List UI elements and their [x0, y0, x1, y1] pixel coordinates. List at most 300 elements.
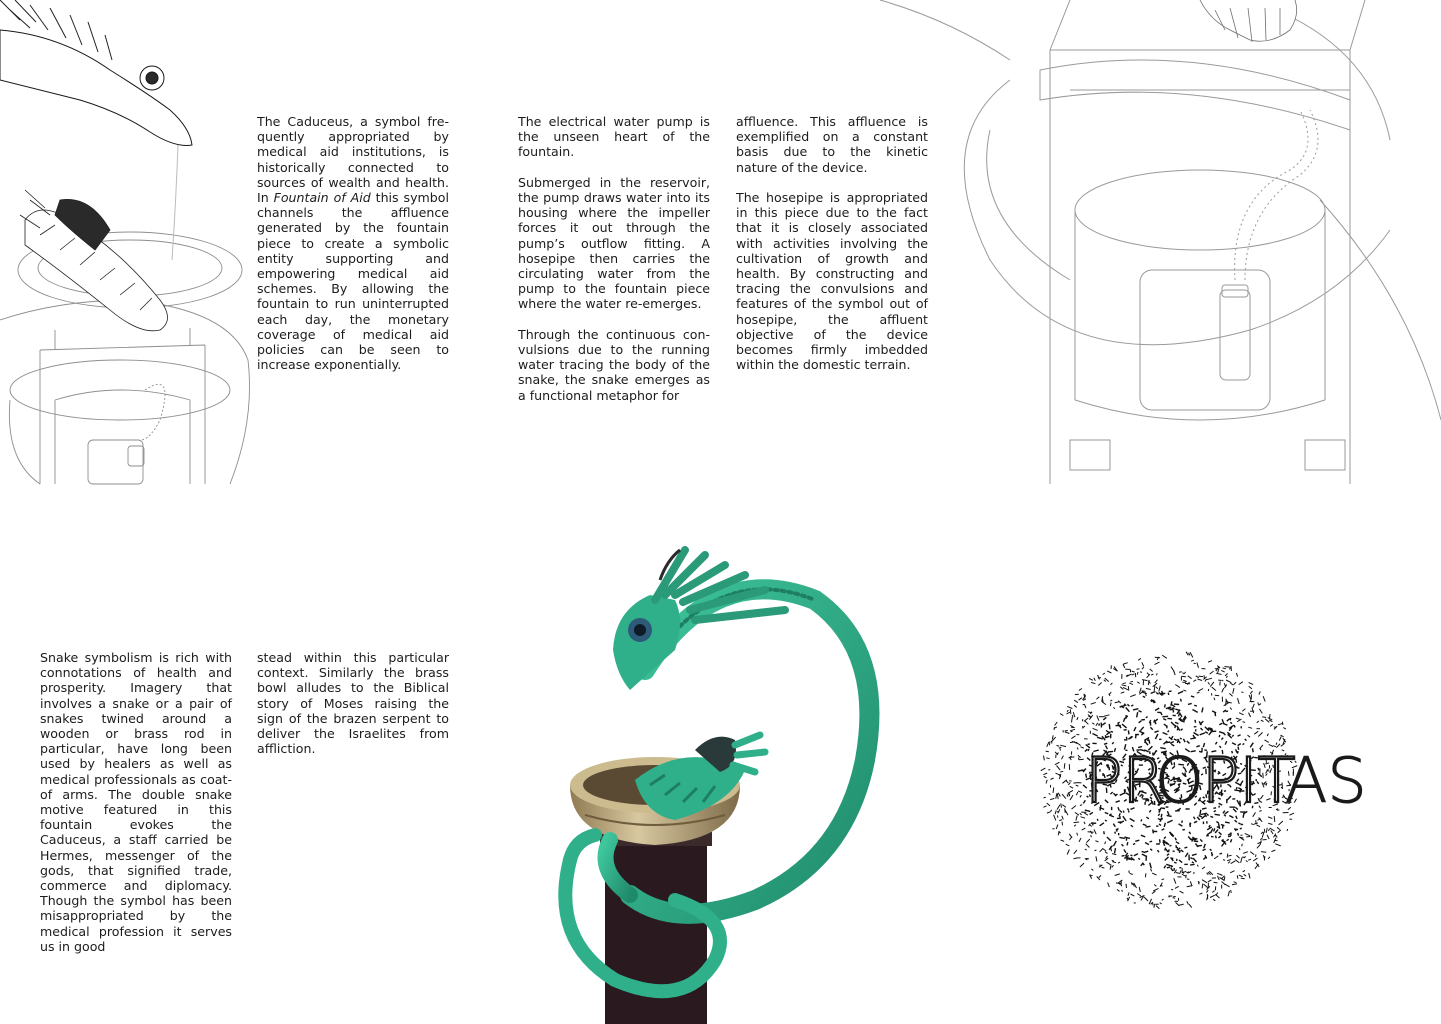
particle-dash — [1214, 882, 1218, 883]
particle-dash — [1060, 745, 1066, 746]
particle-dash — [1202, 708, 1203, 713]
particle-dash — [1154, 885, 1156, 887]
particle-dash — [1062, 822, 1063, 826]
particle-dash — [1147, 673, 1149, 675]
particle-dash — [1264, 829, 1265, 833]
particle-dash — [1131, 855, 1133, 856]
particle-dash — [1065, 808, 1066, 813]
particle-dash — [1076, 816, 1077, 821]
particle-dash — [1124, 718, 1125, 721]
particle-dash — [1198, 689, 1203, 692]
particle-dash — [1116, 829, 1119, 830]
particle-dash — [1239, 848, 1240, 850]
particle-dash — [1271, 850, 1275, 852]
particle-dash — [1160, 903, 1162, 904]
particle-dash — [1174, 878, 1176, 883]
particle-dash — [1226, 702, 1232, 703]
particle-dash — [1189, 653, 1191, 656]
particle-dash — [1093, 728, 1098, 730]
particle-dash — [1226, 711, 1228, 712]
particle-dash — [1112, 860, 1114, 861]
particle-dash — [1166, 742, 1170, 743]
particle-dash — [1236, 855, 1239, 858]
particle-dash — [1192, 862, 1194, 863]
particle-dash — [1058, 793, 1060, 797]
particle-dash — [1098, 675, 1100, 679]
particle-dash — [1169, 849, 1170, 852]
particle-dash — [1199, 893, 1202, 894]
particle-dash — [1200, 733, 1205, 735]
particle-dash — [1222, 688, 1224, 692]
particle-dash — [1117, 890, 1120, 892]
particle-dash — [1057, 805, 1060, 810]
particle-dash — [1208, 728, 1211, 729]
particle-dash — [1237, 875, 1238, 878]
particle-dash — [1102, 867, 1105, 868]
particle-dash — [1055, 722, 1058, 726]
particle-dash — [1238, 698, 1240, 704]
particle-dash — [1251, 824, 1254, 825]
particle-dash — [1062, 805, 1065, 808]
particle-dash — [1171, 736, 1173, 739]
particle-dash — [1155, 657, 1160, 658]
artwork-title-italic: Fountain of Aid — [273, 190, 371, 206]
particle-dash — [1219, 732, 1224, 734]
particle-dash — [1219, 735, 1220, 737]
snake-coil-in-bowl-icon — [635, 735, 765, 820]
particle-dash — [1122, 724, 1127, 728]
particle-dash — [1235, 860, 1240, 863]
particle-dash — [1126, 708, 1130, 712]
particle-dash — [1069, 834, 1072, 838]
particle-dash — [1239, 837, 1244, 838]
particle-dash — [1121, 692, 1125, 693]
particle-dash — [1061, 803, 1062, 807]
particle-dash — [1210, 849, 1212, 850]
particle-dash — [1248, 735, 1251, 737]
logo-text-as: AS — [1285, 744, 1367, 817]
particle-dash — [1091, 703, 1096, 705]
particle-dash — [1142, 854, 1146, 856]
particle-dash — [1171, 701, 1172, 705]
particle-dash — [1076, 785, 1079, 786]
particle-dash — [1079, 698, 1082, 701]
particle-dash — [1194, 841, 1198, 842]
particle-dash — [1227, 839, 1229, 840]
particle-dash — [1044, 797, 1046, 798]
particle-dash — [1090, 874, 1092, 878]
particle-dash — [1103, 848, 1107, 851]
text-run: The Caduceus, a symbol fre-quently appropriated by medical aid institutions, is historically connected to sources of wealth and health. In — [257, 114, 449, 206]
particle-dash — [1275, 844, 1280, 846]
particle-dash — [1253, 704, 1255, 708]
particle-dash — [1081, 747, 1084, 748]
particle-dash — [1144, 897, 1148, 901]
particle-dash — [1210, 895, 1215, 897]
paragraph-snake-symbolism: Snake symbolism is rich with connotations of health and prosperity. Imagery that involves a snake or a pair of snakes twined around a wooden or brass rod in particular, have long been used by healers as well as medical professionals as coat-of arms. The double snake motive featured in this fountain evokes the Caduceus, a staff carried be Hermes, messenger of the gods, that signified trade, commerce and diplomacy. Though the symbol has been misappropriated by the medical profession it serves us in good — [40, 650, 232, 954]
particle-dash — [1167, 820, 1172, 823]
logo-text-o: O — [1155, 744, 1204, 817]
particle-dash — [1044, 756, 1045, 761]
particle-dash — [1249, 686, 1252, 689]
particle-dash — [1227, 719, 1230, 722]
particle-dash — [1259, 691, 1260, 694]
particle-dash — [1080, 805, 1082, 806]
particle-dash — [1140, 688, 1142, 693]
particle-dash — [1134, 727, 1136, 731]
particle-dash — [1128, 892, 1129, 895]
particle-dash — [1066, 712, 1070, 714]
particle-dash — [1171, 667, 1174, 672]
particle-dash — [1147, 674, 1150, 678]
particle-dash — [1061, 840, 1065, 841]
particle-dash — [1133, 844, 1135, 845]
particle-dash — [1245, 833, 1250, 835]
particle-dash — [1194, 705, 1197, 706]
particle-dash — [1270, 714, 1271, 718]
particle-dash — [1248, 859, 1251, 860]
particle-dash — [1229, 693, 1232, 696]
particle-dash — [1156, 687, 1158, 689]
particle-dash — [1051, 778, 1054, 780]
particle-dash — [1111, 731, 1114, 732]
particle-dash — [1156, 906, 1160, 909]
particle-dash — [1141, 720, 1145, 721]
particle-dash — [1208, 661, 1212, 663]
particle-dash — [1257, 844, 1261, 848]
paragraph-affluence: affluence. This affluence is exemplified on a constant basis due to the kinetic nature of the device. — [736, 114, 928, 175]
particle-dash — [1115, 874, 1120, 876]
particle-dash — [1150, 727, 1152, 729]
particle-dash — [1057, 766, 1061, 771]
particle-dash — [1123, 664, 1125, 668]
particle-dash — [1158, 819, 1161, 820]
particle-dash — [1056, 773, 1061, 775]
particle-dash — [1067, 849, 1069, 854]
particle-dash — [1080, 813, 1082, 815]
particle-dash — [1214, 828, 1215, 831]
particle-dash — [1124, 850, 1126, 853]
particle-dash — [1118, 862, 1120, 863]
particle-dash — [1188, 837, 1191, 840]
particle-dash — [1256, 825, 1260, 827]
particle-dash — [1110, 700, 1112, 701]
paragraph-pump-intro: The electrical water pump is the unseen heart of the fountain. — [518, 114, 710, 160]
particle-dash — [1178, 904, 1184, 905]
particle-dash — [1070, 786, 1073, 788]
particle-dash — [1060, 714, 1063, 716]
particle-dash — [1131, 825, 1133, 827]
particle-dash — [1155, 708, 1159, 710]
particle-dash — [1084, 822, 1085, 824]
particle-dash — [1137, 894, 1141, 897]
particle-dash — [1216, 836, 1217, 839]
particle-dash — [1216, 673, 1221, 674]
particle-dash — [1158, 850, 1159, 852]
particle-dash — [1248, 727, 1252, 728]
particle-dash — [1187, 901, 1189, 904]
particle-dash — [1274, 840, 1277, 841]
particle-dash — [1118, 722, 1120, 723]
particle-dash — [1120, 687, 1123, 690]
particle-dash — [1074, 825, 1076, 827]
particle-dash — [1105, 852, 1108, 854]
particle-dash — [1154, 731, 1158, 732]
particle-dash — [1191, 858, 1193, 859]
particle-dash — [1175, 709, 1179, 710]
particle-dash — [1176, 842, 1179, 844]
particle-dash — [1079, 838, 1081, 842]
particle-dash — [1180, 738, 1182, 739]
particle-dash — [1099, 875, 1101, 877]
particle-dash — [1222, 882, 1226, 885]
particle-dash — [1168, 731, 1169, 733]
particle-dash — [1235, 820, 1237, 822]
particle-dash — [1197, 817, 1200, 820]
particle-dash — [1224, 877, 1225, 881]
particle-dash — [1228, 855, 1231, 856]
particle-dash — [1228, 891, 1229, 897]
particle-dash — [1238, 833, 1239, 836]
particle-dash — [1070, 729, 1075, 730]
particle-dash — [1099, 724, 1100, 726]
particle-dash — [1230, 871, 1234, 873]
text-column-pump — [518, 114, 710, 403]
particle-dash — [1150, 849, 1152, 851]
particle-dash — [1104, 715, 1109, 716]
particle-dash — [1046, 780, 1047, 784]
particle-dash — [1049, 793, 1051, 794]
particle-dash — [1250, 852, 1254, 855]
particle-dash — [1122, 890, 1123, 892]
particle-dash — [1178, 691, 1183, 693]
particle-dash — [1097, 819, 1098, 821]
particle-dash — [1201, 728, 1203, 730]
particle-dash — [1119, 837, 1124, 838]
particle-dash — [1107, 671, 1111, 673]
particle-dash — [1165, 857, 1169, 861]
particle-dash — [1078, 791, 1082, 793]
particle-dash — [1209, 731, 1212, 735]
particle-dash — [1205, 679, 1207, 682]
particle-dash — [1057, 793, 1058, 799]
particle-dash — [1246, 861, 1248, 862]
particle-dash — [1127, 704, 1129, 706]
particle-dash — [1163, 733, 1168, 735]
particle-dash — [1257, 721, 1259, 723]
particle-dash — [1182, 874, 1186, 876]
particle-dash — [1212, 891, 1214, 893]
particle-dash — [1084, 718, 1088, 721]
particle-dash — [1234, 682, 1237, 685]
fountain-render — [555, 540, 895, 1024]
fountain-sketch-right — [870, 0, 1441, 484]
particle-dash — [1222, 680, 1224, 681]
particle-dash — [1254, 823, 1258, 824]
particle-dash — [1181, 850, 1184, 852]
particle-dash — [1110, 865, 1111, 870]
particle-dash — [1122, 856, 1125, 857]
particle-dash — [1179, 824, 1183, 826]
particle-dash — [1194, 733, 1199, 736]
particle-dash — [1242, 709, 1245, 712]
particle-dash — [1116, 883, 1121, 884]
particle-dash — [1141, 727, 1144, 731]
particle-dash — [1074, 700, 1078, 702]
particle-dash — [1064, 763, 1065, 769]
particle-dash — [1165, 848, 1166, 851]
particle-dash — [1234, 882, 1237, 883]
particle-dash — [1217, 873, 1222, 875]
particle-dash — [1236, 718, 1240, 719]
particle-dash — [1085, 721, 1089, 724]
particle-dash — [1175, 886, 1179, 888]
particle-dash — [1086, 839, 1090, 843]
particle-dash — [1056, 793, 1057, 799]
particle-dash — [1123, 683, 1126, 684]
particle-dash — [1080, 795, 1081, 797]
particle-dash — [1112, 854, 1116, 855]
particle-dash — [1225, 667, 1231, 668]
particle-dash — [1166, 849, 1168, 852]
particle-dash — [1146, 826, 1151, 827]
particle-dash — [1073, 712, 1075, 717]
particle-dash — [1231, 861, 1236, 864]
particle-dash — [1092, 723, 1094, 725]
particle-dash — [1164, 724, 1167, 726]
particle-dash — [1154, 685, 1155, 691]
snake-coil-sketch-icon — [20, 190, 168, 331]
particle-dash — [1062, 816, 1064, 820]
particle-dash — [1261, 720, 1264, 721]
particle-dash — [1287, 829, 1288, 831]
particle-dash — [1080, 863, 1084, 867]
particle-dash — [1193, 858, 1196, 862]
particle-dash — [1188, 676, 1192, 679]
particle-dash — [1221, 738, 1223, 740]
particle-dash — [1096, 697, 1099, 700]
particle-dash — [1041, 768, 1046, 771]
particle-dash — [1242, 844, 1243, 846]
particle-dash — [1231, 890, 1232, 893]
particle-dash — [1153, 830, 1154, 834]
particle-dash — [1189, 832, 1191, 834]
particle-dash — [1180, 891, 1184, 893]
particle-dash — [1153, 888, 1158, 891]
particle-dash — [1260, 840, 1261, 844]
particle-dash — [1086, 844, 1090, 848]
particle-dash — [1070, 757, 1071, 760]
particle-dash — [1110, 703, 1111, 706]
particle-dash — [1230, 708, 1232, 710]
particle-dash — [1208, 682, 1210, 684]
particle-dash — [1253, 858, 1257, 861]
particle-dash — [1146, 688, 1151, 689]
particle-dash — [1093, 734, 1098, 737]
particle-dash — [1254, 731, 1258, 734]
particle-dash — [1071, 736, 1075, 739]
particle-dash — [1123, 687, 1128, 689]
particle-dash — [1067, 710, 1068, 712]
particle-dash — [1276, 836, 1278, 837]
particle-dash — [1216, 822, 1218, 824]
particle-dash — [1145, 843, 1149, 845]
particle-dash — [1278, 830, 1281, 833]
particle-dash — [1170, 709, 1175, 710]
particle-dash — [1044, 776, 1047, 778]
particle-dash — [1068, 790, 1073, 793]
particle-dash — [1234, 829, 1238, 830]
particle-dash — [1047, 803, 1050, 806]
particle-dash — [1283, 728, 1286, 730]
particle-dash — [1105, 820, 1107, 821]
particle-dash — [1098, 683, 1101, 686]
particle-dash — [1119, 882, 1120, 884]
particle-dash — [1226, 676, 1227, 678]
particle-dash — [1252, 708, 1254, 714]
particle-dash — [1230, 722, 1232, 723]
paragraph-convulsions: Through the continuous con-vulsions due to the running water tracing the body of the snake, the snake emerges as a functional metaphor for — [518, 326, 710, 403]
particle-dash — [1181, 676, 1186, 677]
particle-dash — [1056, 825, 1058, 830]
particle-dash — [1268, 857, 1270, 859]
particle-dash — [1097, 715, 1099, 720]
particle-dash — [1082, 719, 1083, 721]
particle-dash — [1190, 738, 1196, 739]
particle-dash — [1075, 812, 1079, 815]
particle-dash — [1138, 658, 1141, 660]
particle-dash — [1065, 732, 1070, 734]
particle-dash — [1197, 692, 1200, 693]
particle-dash — [1128, 730, 1129, 734]
particle-dash — [1266, 828, 1267, 833]
particle-dash — [1164, 837, 1166, 839]
particle-dash — [1124, 837, 1130, 838]
particle-dash — [1131, 894, 1135, 896]
particle-dash — [1260, 838, 1262, 840]
particle-dash — [1043, 806, 1046, 808]
particle-dash — [1128, 686, 1129, 691]
particle-dash — [1106, 862, 1110, 865]
particle-dash — [1241, 692, 1243, 693]
particle-dash — [1215, 712, 1216, 716]
particle-dash — [1074, 858, 1079, 859]
particle-dash — [1113, 824, 1115, 827]
particle-dash — [1204, 844, 1206, 848]
particle-dash — [1226, 680, 1231, 683]
logo-text-pr: PR — [1085, 744, 1166, 817]
particle-dash — [1162, 899, 1164, 900]
particle-dash — [1130, 695, 1136, 697]
particle-dash — [1182, 821, 1183, 823]
particle-dash — [1199, 721, 1201, 725]
particle-dash — [1195, 720, 1196, 723]
particle-dash — [1047, 812, 1050, 813]
particle-dash — [1191, 696, 1194, 697]
particle-dash — [1194, 663, 1196, 664]
text-column-hosepipe — [736, 114, 928, 372]
particle-dash — [1123, 663, 1127, 664]
particle-dash — [1175, 838, 1176, 841]
particle-dash — [1214, 698, 1215, 700]
particle-dash — [1223, 860, 1225, 861]
particle-dash — [1218, 876, 1220, 880]
particle-dash — [1231, 839, 1232, 842]
particle-dash — [1210, 671, 1214, 674]
particle-dash — [1190, 864, 1195, 865]
particle-dash — [1225, 822, 1230, 823]
particle-dash — [1074, 850, 1077, 854]
